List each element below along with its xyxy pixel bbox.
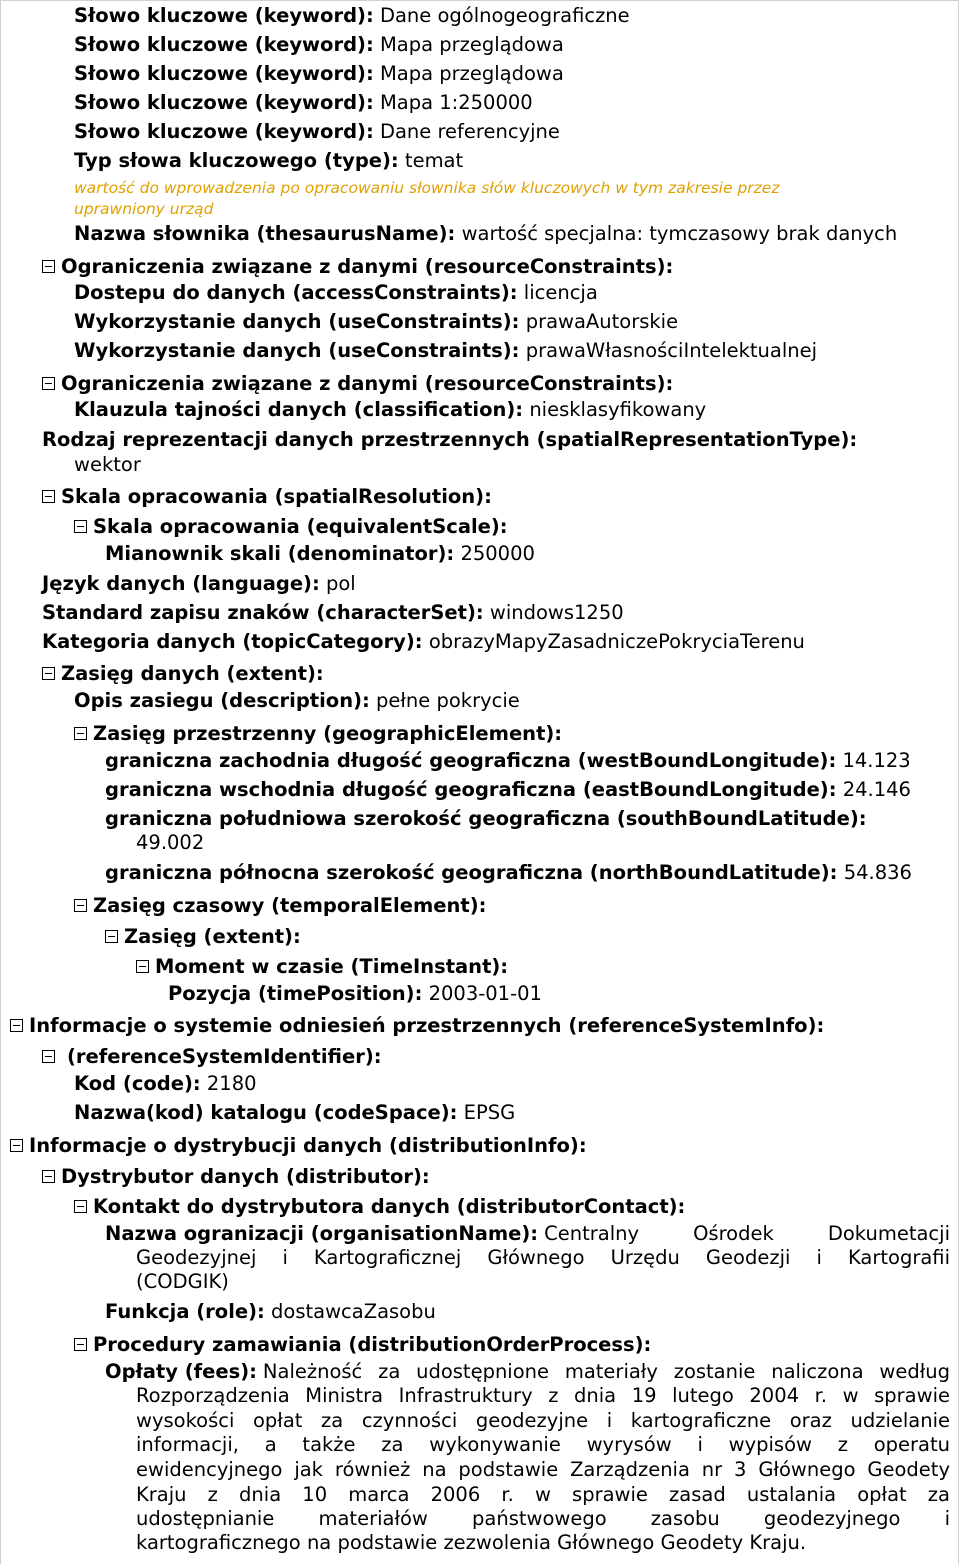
field-label: graniczna południowa szerokość geograficzna (southBoundLatitude): [105, 807, 867, 830]
field-value: windows1250 [489, 601, 624, 624]
section-header: Skala opracowania (spatialResolution): [61, 485, 492, 508]
section-temporal-extent [0, 925, 960, 949]
keyword-value: Mapa przeglądowa [379, 33, 564, 56]
field-label: Język danych (language): [42, 572, 320, 595]
classification-row [0, 398, 960, 422]
north-bound-row [0, 861, 960, 885]
field-label: Nazwa(kod) katalogu (codeSpace): [74, 1101, 458, 1124]
collapse-toggle-icon[interactable] [10, 1139, 23, 1152]
keyword-label: Słowo kluczowe (keyword): [74, 33, 374, 56]
thesaurus-value: wartość specjalna: tymczasowy brak danych [461, 222, 898, 245]
org-word: Dokumetacji [827, 1222, 950, 1245]
thesaurus-label: Nazwa słownika (thesaurusName): [74, 222, 456, 245]
collapse-toggle-icon[interactable] [74, 899, 87, 912]
time-position-row [0, 982, 960, 1006]
keyword-type-row [0, 149, 960, 173]
character-set-row [0, 601, 960, 625]
collapse-toggle-icon[interactable] [42, 490, 55, 503]
field-label: Mianownik skali (denominator): [105, 542, 455, 565]
keyword-label: Słowo kluczowe (keyword): [74, 62, 374, 85]
collapse-toggle-icon[interactable] [42, 1170, 55, 1183]
keyword-value: Dane referencyjne [379, 120, 560, 143]
keyword-row [0, 4, 960, 28]
org-word: Centralny [544, 1222, 640, 1245]
use-constraints-row [0, 339, 960, 363]
field-value: licencja [523, 281, 598, 304]
section-header: Kontakt do dystrybutora danych (distributorContact): [93, 1195, 686, 1218]
section-header: Zasięg przestrzenny (geographicElement): [93, 722, 563, 745]
collapse-toggle-icon[interactable] [42, 667, 55, 680]
note-line: wartość do wprowadzenia po opracowaniu słownika słów kluczowych w tym zakresie przez [74, 179, 780, 197]
collapse-toggle-icon[interactable] [105, 930, 118, 943]
keyword-type-value: temat [404, 149, 464, 172]
topic-category-row [0, 630, 960, 654]
section-header: Moment w czasie (TimeInstant): [155, 955, 509, 978]
field-label: Funkcja (role): [105, 1300, 265, 1323]
spatial-representation-value: wektor [74, 453, 141, 476]
access-constraints-row [0, 281, 960, 305]
org-word: Ośrodek [693, 1222, 774, 1245]
fees-line: Kraju z dnia 10 marca 2006 r. w sprawie zasad ustalania opłat za [136, 1483, 950, 1506]
section-header: Informacje o systemie odniesień przestrzennych (referenceSystemInfo): [29, 1014, 825, 1037]
keyword-row [0, 62, 960, 86]
field-value: EPSG [463, 1101, 516, 1124]
field-label: Wykorzystanie danych (useConstraints): [74, 310, 520, 333]
section-time-instant [0, 955, 960, 979]
collapse-toggle-icon[interactable] [42, 260, 55, 273]
section-header: Ograniczenia związane z danymi (resourceConstraints): [61, 255, 674, 278]
section-extent [0, 662, 960, 686]
field-label: Standard zapisu znaków (characterSet): [42, 601, 484, 624]
note-line: uprawniony urząd [74, 200, 214, 218]
fees-line: ewidencyjnego jak również na podstawie Zarządzenia nr 3 Głównego Geodety [136, 1458, 950, 1481]
field-value: prawaWłasnościIntelektualnej [525, 339, 818, 362]
section-header: Zasięg (extent): [124, 925, 301, 948]
code-space-row [0, 1101, 960, 1125]
spatial-representation-label [0, 428, 960, 452]
fees-line: Należność za udostępnione materiały zostanie naliczona według [262, 1360, 950, 1383]
keyword-value: Dane ogólnogeograficzne [379, 4, 630, 27]
field-value: 2003-01-01 [428, 982, 542, 1005]
collapse-toggle-icon[interactable] [74, 520, 87, 533]
section-distributor [0, 1165, 960, 1189]
collapse-toggle-icon[interactable] [136, 960, 149, 973]
keyword-label: Słowo kluczowe (keyword): [74, 91, 374, 114]
section-header: Zasięg czasowy (temporalElement): [93, 894, 487, 917]
fees-line: udostępnianie materiałów państwowego zasobu geodezyjnego i [136, 1507, 950, 1530]
field-label: Opis zasiegu (description): [74, 689, 370, 712]
keyword-row [0, 91, 960, 115]
section-header: Dystrybutor danych (distributor): [61, 1165, 430, 1188]
organisation-name-row [0, 1222, 950, 1246]
keyword-row [0, 120, 960, 144]
fees-row [0, 1360, 950, 1384]
section-distribution-info [0, 1134, 960, 1158]
section-temporal-element [0, 894, 960, 918]
field-value: 54.836 [843, 861, 912, 884]
field-value: 2180 [206, 1072, 257, 1095]
field-value: pol [325, 572, 356, 595]
field-label: Kod (code): [74, 1072, 201, 1095]
fees-line: wysokości opłat za czynności geodezyjne i kartograficzne oraz udzielanie [136, 1409, 950, 1432]
section-geographic-element [0, 722, 960, 746]
keyword-label: Słowo kluczowe (keyword): [74, 120, 374, 143]
south-bound-value: 49.002 [136, 831, 205, 854]
field-label: graniczna wschodnia długość geograficzna (eastBoundLongitude): [105, 778, 837, 801]
keyword-value: Mapa przeglądowa [379, 62, 564, 85]
section-header: Informacje o dystrybucji danych (distributionInfo): [29, 1134, 587, 1157]
collapse-toggle-icon[interactable] [74, 1200, 87, 1213]
field-label: Dostepu do danych (accessConstraints): [74, 281, 518, 304]
section-header: Ograniczenia związane z danymi (resourceConstraints): [61, 372, 674, 395]
field-value: 250000 [460, 542, 535, 565]
field-value: obrazyMapyZasadniczePokryciaTerenu [428, 630, 805, 653]
collapse-toggle-icon[interactable] [10, 1019, 23, 1032]
section-reference-system-identifier [0, 1045, 960, 1069]
section-resource-constraints [0, 255, 960, 279]
keyword-label: Słowo kluczowe (keyword): [74, 4, 374, 27]
field-label: Opłaty (fees): [105, 1360, 257, 1383]
field-label: Pozycja (timePosition): [168, 982, 423, 1005]
organisation-line1 [538, 1222, 950, 1246]
section-reference-system-info [0, 1014, 960, 1038]
field-label: Klauzula tajności danych (classification): [74, 398, 524, 421]
field-label: Rodzaj reprezentacji danych przestrzennych (spatialRepresentationType): [42, 428, 858, 451]
section-distributor-contact [0, 1195, 960, 1219]
field-label: Kategoria danych (topicCategory): [42, 630, 423, 653]
role-row [0, 1300, 960, 1324]
collapse-toggle-icon[interactable] [74, 727, 87, 740]
collapse-toggle-icon[interactable] [42, 377, 55, 390]
field-value: 24.146 [842, 778, 911, 801]
section-spatial-resolution [0, 485, 960, 509]
language-row [0, 572, 960, 596]
thesaurus-row [0, 222, 960, 246]
field-label: graniczna zachodnia długość geograficzna (westBoundLongitude): [105, 749, 837, 772]
section-header: Procedury zamawiania (distributionOrderProcess): [93, 1333, 652, 1356]
extent-description-row [0, 689, 960, 713]
field-value: pełne pokrycie [376, 689, 520, 712]
keyword-type-label: Typ słowa kluczowego (type): [74, 149, 399, 172]
field-value: niesklasyfikowany [529, 398, 707, 421]
east-bound-row [0, 778, 960, 802]
denominator-row [0, 542, 960, 566]
collapse-toggle-icon[interactable] [42, 1050, 55, 1063]
section-header: (referenceSystemIdentifier): [67, 1045, 382, 1068]
field-label: Nazwa ogranizacji (organisationName): [105, 1222, 539, 1245]
fees-line: informacji, a także za wykonywanie wyrysów i wypisów z operatu [136, 1433, 950, 1456]
frame-top [0, 0, 958, 1]
code-row [0, 1072, 960, 1096]
use-constraints-row [0, 310, 960, 334]
field-value: 14.123 [842, 749, 911, 772]
keyword-value: Mapa 1:250000 [379, 91, 533, 114]
keyword-row [0, 33, 960, 57]
field-label: Wykorzystanie danych (useConstraints): [74, 339, 520, 362]
fees-line: kartograficznego na podstawie zezwolenia Głównego Geodety Kraju. [136, 1531, 807, 1554]
section-header: Zasięg danych (extent): [61, 662, 324, 685]
organisation-line3: (CODGIK) [136, 1270, 229, 1293]
organisation-line2: Geodezyjnej i Kartograficznej Głównego Urzędu Geodezji i Kartografii [136, 1246, 950, 1269]
section-resource-constraints [0, 372, 960, 396]
collapse-toggle-icon[interactable] [74, 1338, 87, 1351]
west-bound-row [0, 749, 960, 773]
section-header: Skala opracowania (equivalentScale): [93, 515, 508, 538]
section-equivalent-scale [0, 515, 960, 539]
section-distribution-order-process [0, 1333, 960, 1357]
field-label: graniczna północna szerokość geograficzna (northBoundLatitude): [105, 861, 838, 884]
field-value: prawaAutorskie [525, 310, 679, 333]
south-bound-row [0, 807, 960, 831]
fees-line: Rozporządzenia Ministra Infrastruktury z dnia 19 lutego 2004 r. w sprawie [136, 1384, 950, 1407]
field-value: dostawcaZasobu [271, 1300, 436, 1323]
